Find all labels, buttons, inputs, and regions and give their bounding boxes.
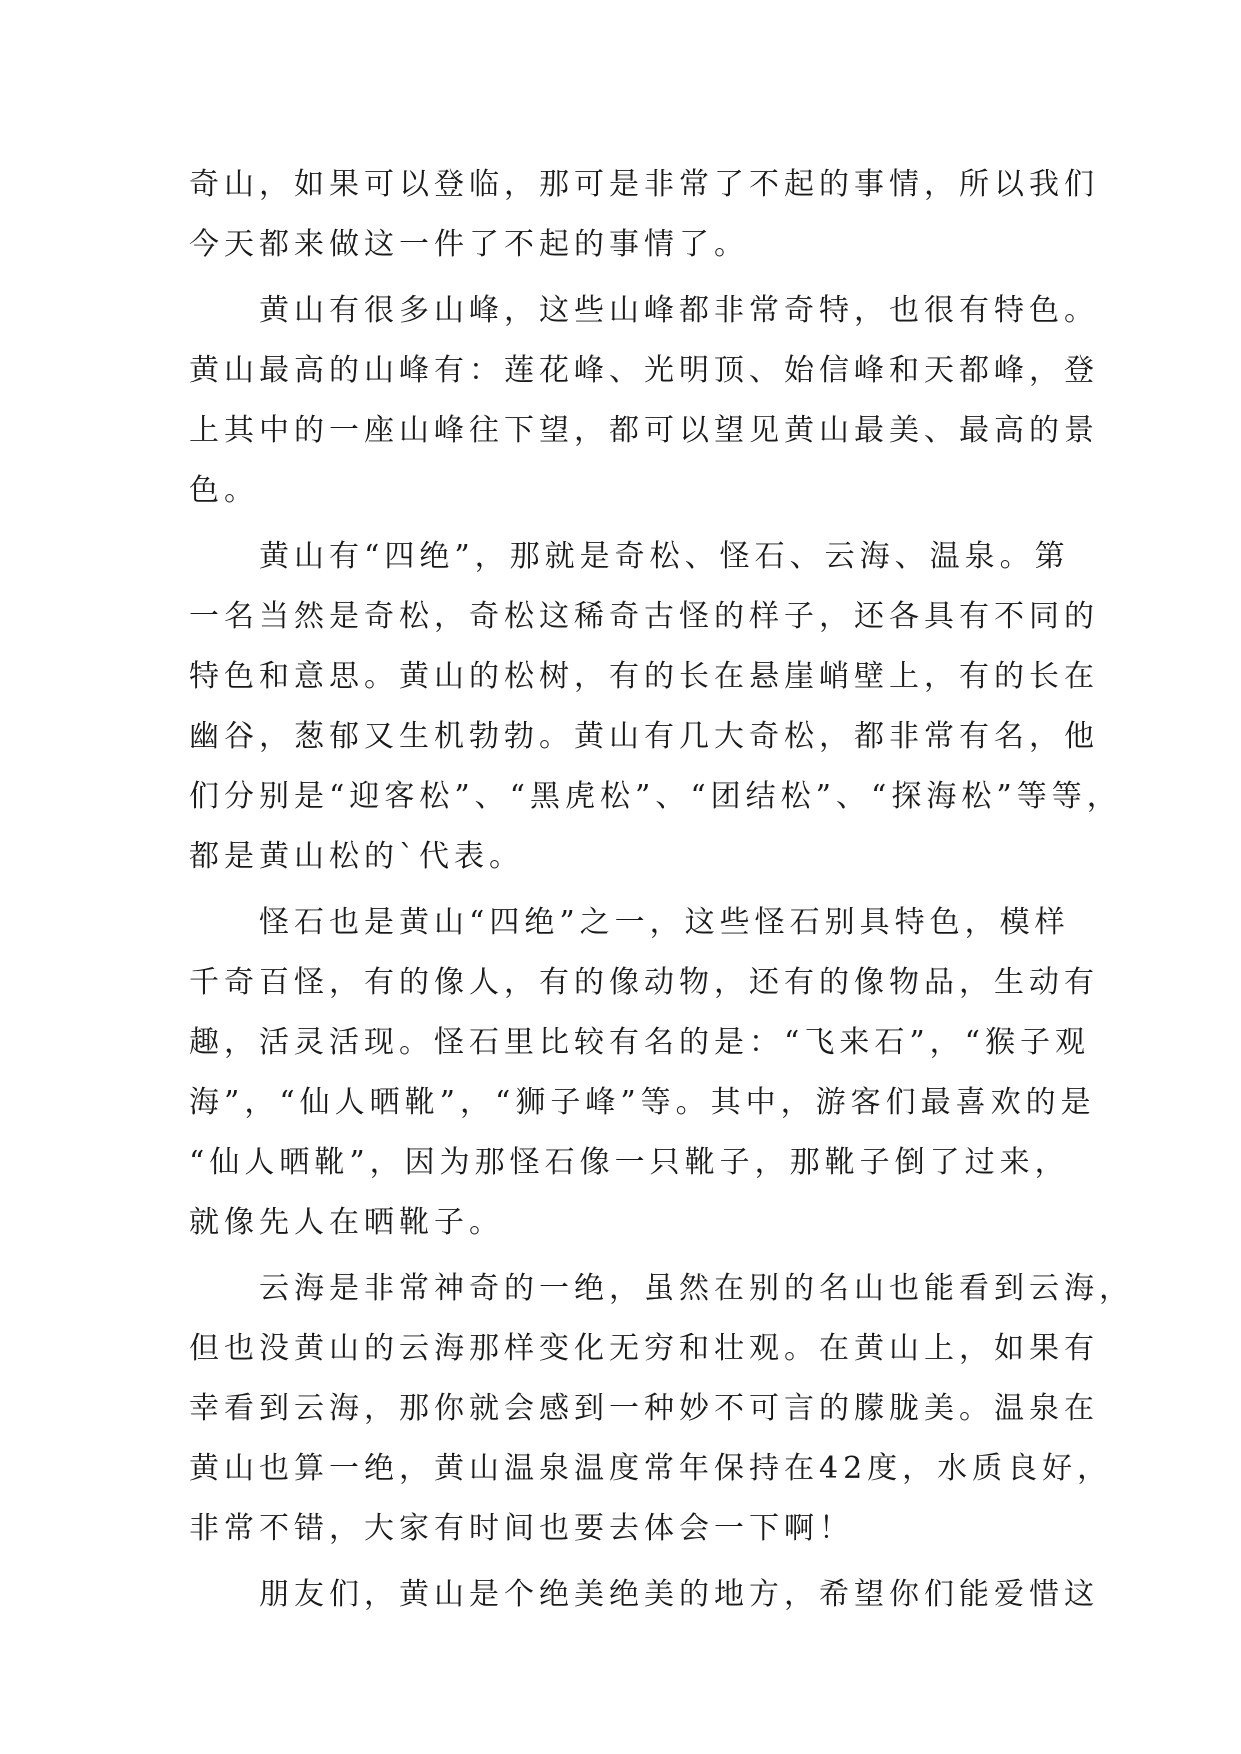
text-line: 色。	[189, 473, 259, 508]
text-line: 趣，活灵活现。怪石里比较有名的是：“飞来石”，“猴子观	[189, 1025, 1091, 1060]
text-line: 就像先人在晒靴子。	[189, 1205, 504, 1240]
text-line: 黄山也算一绝，黄山温泉温度常年保持在42度，水质良好，	[189, 1451, 1113, 1486]
text-line: 奇山，如果可以登临，那可是非常了不起的事情，所以我们	[189, 167, 1099, 202]
document-body	[189, 155, 1134, 1625]
text-line: 一名当然是奇松，奇松这稀奇古怪的样子，还各具有不同的	[189, 599, 1099, 634]
paragraph	[189, 281, 1099, 521]
text-line: 黄山最高的山峰有：莲花峰、光明顶、始信峰和天都峰，登	[189, 353, 1099, 388]
text-line: 都是黄山松的`代表。	[189, 839, 524, 874]
paragraph	[189, 155, 1099, 275]
text-line: 们分别是“迎客松”、“黑虎松”、“团结松”、“探海松”等等，	[189, 779, 1122, 814]
paragraph	[189, 1565, 1099, 1625]
text-line: 朋友们，黄山是个绝美绝美的地方，希望你们能爱惜这	[259, 1577, 1099, 1612]
text-line: 今天都来做这一件了不起的事情了。	[189, 227, 749, 262]
text-line: 怪石也是黄山“四绝”之一，这些怪石别具特色，模样	[259, 905, 1070, 940]
text-line: 千奇百怪，有的像人，有的像动物，还有的像物品，生动有	[189, 965, 1099, 1000]
text-line: 云海是非常神奇的一绝，虽然在别的名山也能看到云海，	[259, 1271, 1134, 1306]
text-line: 海”，“仙人晒靴”，“狮子峰”等。其中，游客们最喜欢的是	[189, 1085, 1096, 1120]
text-line: 黄山有很多山峰，这些山峰都非常奇特，也很有特色。	[259, 293, 1099, 328]
text-line: “仙人晒靴”，因为那怪石像一只靴子，那靴子倒了过来，	[189, 1145, 1070, 1180]
text-line: 幸看到云海，那你就会感到一种妙不可言的朦胧美。温泉在	[189, 1391, 1099, 1426]
text-line: 黄山有“四绝”，那就是奇松、怪石、云海、温泉。第	[259, 539, 1070, 574]
paragraph	[189, 1259, 1134, 1559]
text-line: 上其中的一座山峰往下望，都可以望见黄山最美、最高的景	[189, 413, 1099, 448]
paragraph	[189, 527, 1122, 887]
text-line: 非常不错，大家有时间也要去体会一下啊！	[189, 1511, 854, 1546]
paragraph	[189, 893, 1099, 1253]
text-line: 特色和意思。黄山的松树，有的长在悬崖峭壁上，有的长在	[189, 659, 1099, 694]
text-line: 但也没黄山的云海那样变化无穷和壮观。在黄山上，如果有	[189, 1331, 1099, 1366]
text-line: 幽谷，葱郁又生机勃勃。黄山有几大奇松，都非常有名，他	[189, 719, 1099, 754]
